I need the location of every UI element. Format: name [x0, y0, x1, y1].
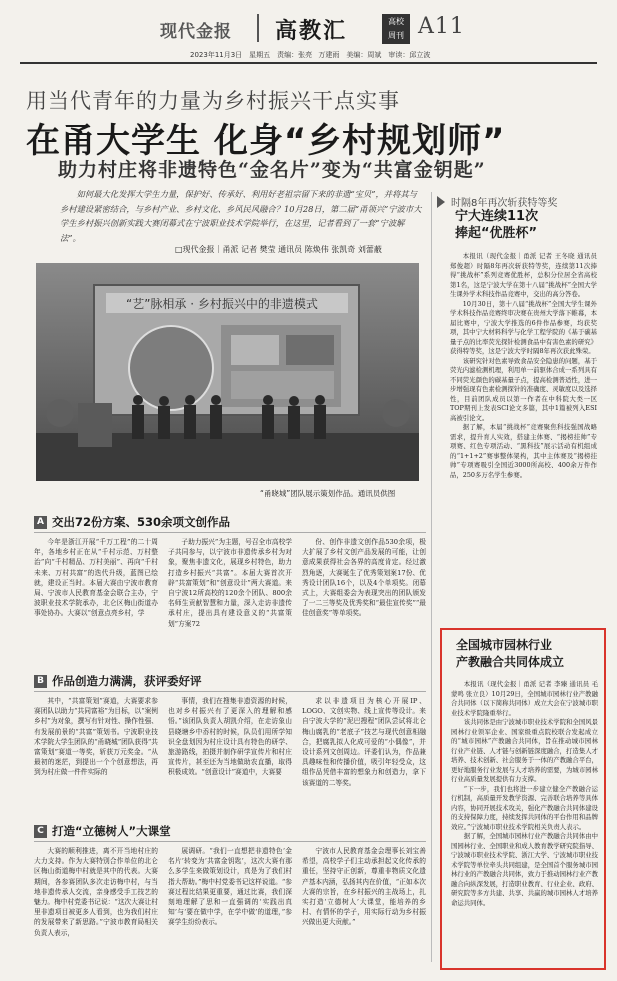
section-a-col1: 今年是浙江开展“千万工程”的二十周年，各地乡村正在从“千村示范、万村整治”向“千村精品、万村美丽”、再向“千村未来、万村共富”的迭代升级，蓝图已绘就，建设正当时。本届大赛由宁波市教育局、宁波市人民教育基金会联合主办，宁波职业技术学院承办，北仑区梅山街道办事处协办。大赛以“创意点亮乡村，学	[34, 538, 158, 618]
sidebar-title	[455, 208, 538, 242]
masthead-divider	[257, 14, 259, 42]
highlight-title-line2: 产教融合共同体成立	[456, 655, 565, 669]
masthead	[0, 0, 617, 58]
photo-caption: “甬晓城”团队展示策划作品。通讯员供图	[260, 489, 396, 498]
arrow-right-icon	[437, 196, 445, 208]
sidebar-body	[450, 252, 597, 480]
highlight-body	[451, 680, 598, 908]
badge-top: 高校	[388, 17, 404, 26]
section-a-heading	[34, 514, 230, 530]
highlight-title	[456, 637, 564, 671]
sidebar-paragraph: 10月30日，第十八届“挑战杯”全国大学生课外学术科技作品竞赛终审决赛在贵州大学落下帷幕，本届比赛中，宁波大学推选的6件作品参赛，均获奖项，其中宁大材料科学与化学工程学院的《基于碳基量子点的比率荧光探针检测食品中有害色素的研究》获得特等奖，这是宁波大学时隔8年再次获此殊荣。	[450, 299, 597, 355]
dateline: 2023年11月3日 星期五 责编：张亮 万建雨 美编：周斌 审读：邱立波	[190, 51, 431, 59]
section-b-title: 作品创造力满满，获评委好评	[52, 674, 202, 688]
section-c-letter: C	[34, 825, 47, 838]
section-a-col3: 份、创作非遗文创作品530余项，极大扩展了乡村文创产品发展的可能，让创意成果获得社会各界的高度肯定。经过激烈角逐，大赛诞生了优秀策划案17份、优秀设计团队16个，以及4个单项奖。闭幕式上，大赛组委会为表现突出的团队颁发了一二三等奖及优秀奖和“最佳宣传奖”“最佳创意奖”等单项奖。	[302, 538, 426, 618]
section-a-col2: 子助力振兴”为主题，号召全市高校学子共同参与，以宁波市非遗传承乡村为对象，聚焦非遗文化，展现乡村特色，助力打造乡村振兴“共富”。本届大赛首次开辟“共富策划”和“创意设计”两大赛道。来自宁波12所高校的120余个团队、800余名师生贡献智慧和力量，深入走访非遗传承村庄，提出具有建设意义的“共富策划”方案72	[168, 538, 292, 628]
highlight-title-line1: 全国城市园林行业	[456, 638, 553, 652]
section-badge	[382, 14, 410, 44]
highlight-paragraph: 该共同体是由宁波城市职业技术学院和全国风景园林行业领军企业、国家级重点院校联合发起成立的“城市园林”产教融合共同体，旨在推动城市园林行业产业链、人才链与创新链深度融合，打造集人才培养、技术创新、社会服务于一体的产教融合平台，更好地服务行业发展与人才培养的需要，为城市园林行业高质量发展提供有力支撑。	[451, 718, 598, 783]
section-c-col3: 宁波市人民教育基金会理事长刘宝善希望，高校学子们主动承担起文化传承的重任，坚持守正创新，尊重非物质文化遗产基本内涵，弘扬其内在价值，“正如本次大赛的宗旨，在乡村振兴的主战场上，扎实打造‘立德树人’大课堂，能培养的乡村、有情怀的学子，用实际行动为乡村振兴做出更大贡献。”	[302, 847, 426, 927]
section-b-col2: 事情，我们在搜集非遗资源的时候，也对乡村振兴有了更深入的理解和感悟。”该团队负责人胡凯介绍，在走访象山县晓塘乡中岙村的时候，队员们用所学知识全盘划因为村庄设计具有特色的研学、旅游路线，拍摄并制作研学宣传片和村庄宣传片，甚至还为当地做助农直播，取得积极成效。“创意设计”赛道中，大赛要	[168, 697, 292, 777]
story-kicker: 用当代青年的力量为乡村振兴干点实事	[26, 89, 400, 113]
story-subhead: 助力村庄将非遗特色“金名片”变为“共富金钥匙”	[58, 159, 486, 181]
sidebar-paragraph: 本报讯（现代金报｜甬派 记者 王冬晓 通讯员 郑俊超）时隔8年再次斩获特等奖，连续第11次捧得“挑战杯”系列竞赛优胜杯，总积分位居全省高校第1名，这是宁波大学在第十八届“挑战杯”全国大学生课外学术科技作品竞赛中，交出的高分答卷。	[450, 252, 597, 298]
sidebar-title-line2: 捧起“优胜杯”	[455, 226, 538, 241]
sidebar-kicker: 时隔8年再次斩获特等奖	[451, 198, 558, 209]
sidebar-paragraph: 该研究针对色素导致食品安全隐患的问题，基于荧光内滤检测机理，利用单一前驱体合成一系列具有不同荧光颜色的碳基量子点，提高检测普适性，进一步增强现有色素检测探针的准确度、灵敏度以及选择性，目前团队成员以第一作者在中科院大类一区TOP期刊上发表SCI论文多篇，其中1篇被列入ESI高被引论文。	[450, 356, 597, 422]
highlight-paragraph: 本报讯（现代金报｜甬派 记者 李臻 通讯员 毛蒙鸣 张立良）10月29日，全国城市园林行业产教融合共同体（以下简称共同体）成立大会在宁波城市职业技术学院隆重举行。	[451, 680, 598, 717]
page-number: A11	[418, 14, 465, 39]
section-b-rule	[34, 691, 426, 692]
story-photo	[36, 263, 419, 481]
section-c-title: 打造“立德树人”大课堂	[52, 824, 171, 838]
photo-banner: “艺”脉相承 · 乡村振兴中的非遗模式	[126, 297, 318, 311]
section-b-letter: B	[34, 675, 47, 688]
sidebar-paragraph: 据了解，本届“挑战杯”竞赛聚焦科技强国战略需求，提升育人实效，搭建主体赛、“揭榜挂帅”专项赛、红色专项活动、“黑科技”展示活动有机组成的“1+1+2”赛事整体架构，其中主体赛及“揭榜挂帅”专项赛吸引全国近3000所高校、400余万件作品，250多万名学生参赛。	[450, 423, 597, 479]
section-c-col2: 展调研。“我们一直想把非遗特色‘金名片’转变为‘共富金钥匙’，这次大赛有那么多学生来做策划设计，真是为了我们村指大帮助。”梅中村党委书记这样说道。“参赛过程比结果更重要，通过比赛，我们深刻地理解了思和一直强调的‘实践出真知’与‘要在做中学，在学中做’的道理，”参赛学生纷纷表示。	[168, 847, 292, 927]
section-a-rule	[34, 532, 426, 533]
highlight-paragraph: 据了解，全国城市园林行业产教融合共同体由中国园林行业、全国职业和成人教育教学研究院指导、宁波城市职业技术学院、浙江大学、宁波城市职业技术学院等单位牵头共同组建，是全国首个服务城市园林行业的产教融合共同体，致力于推动园林行业产教融合向纵深发展，打造职业教育、行业企业、政府、研究院等多方共建、共享、共赢的城市园林人才培养命运共同体。	[451, 832, 598, 907]
section-c-heading	[34, 823, 171, 839]
masthead-rule	[20, 62, 597, 64]
section-b-col1: 其中，“共富策划”赛道，大赛要求参赛团队以助力“共同富裕”为目标，以“案例乡村”为对象，撰写有针对性、操作性强、有发展前景的“共富”策划书。宁波职业技术学院大学生团队的“甬晓城”团队获得“共富策划”赛道一等奖，斩获万元奖金。“从最初的迷茫，到提出一个个创意想法，再到为村庄做一件件实际的	[34, 697, 158, 777]
section-b-col3: 求以非遗项目为核心开展IP、LOGO、文创实物、线上宣传等设计。来自宁波大学的“泥巴搜程”团队尝试将北仑梅山腐乳的“老底子”技艺与现代创意相融合，把腐乳拟人化成可爱的“小偶像”，并设计系列文创周边。评委们认为，作品兼具趣味性和传播价值，吸引年轻受众，这组作品凭借丰富的想象力和创造力，拿下该赛道的二等奖。	[302, 697, 426, 787]
sidebar-title-line1: 宁大连续11次	[455, 209, 539, 224]
section-b-heading	[34, 673, 202, 689]
highlight-paragraph: “下一步，我们也将进一步建立健全产教融合运行机制，高质量开发教学资源、完善联合培养等具体内容，协同开展技术攻关，强化产教融合共同体建设的支持保障力度，持续发挥共同体的平台作用和品牌效应。”宁波城市职业技术学院相关负责人表示。	[451, 784, 598, 831]
photo-illustration	[36, 263, 419, 481]
section-a-letter: A	[34, 516, 47, 529]
section-name: 高教汇	[275, 18, 348, 44]
badge-bottom: 周刊	[388, 31, 404, 40]
story-headline: 在甬大学生 化身“乡村规划师”	[26, 121, 506, 161]
paper-name: 现代金报	[160, 22, 232, 42]
section-c-col1: 大赛的顺利推进，离不开当地村庄的大力支持。作为大赛特别合作单位的北仑区梅山街道梅中村就是其中的代表。大赛期间，各参赛团队多次走访梅中村，与当地非遗传承人交流，亲身感受手工技艺的魅力。梅中村党委书记说：“这次大赛让村里非遗项目被更多人看到，也为我们村庄的发展带来了新思路。”宁波市教育局相关负责人表示，	[34, 847, 158, 937]
column-divider	[431, 192, 432, 962]
story-byline: □现代金报｜甬派 记者 樊莹 通讯员 陈焕伟 张凯奇 刘蕾蔽	[175, 245, 382, 254]
story-lead: 如何最大化发挥大学生力量，保护好、传承好、利用好老祖宗留下来的非遗“宝贝”，并将其与乡村建设紧密结合，与乡村产业、乡村文化、乡风民风融合？10月28日，第二届“甬领兴”宁波市大学生乡村振兴创新实践大赛闭幕式在宁波职业技术学院举行，在这里，记者看到了一套“宁波解法”。	[60, 189, 422, 243]
section-a-title: 交出72份方案、530余项文创作品	[52, 515, 231, 529]
section-c-rule	[34, 841, 426, 842]
